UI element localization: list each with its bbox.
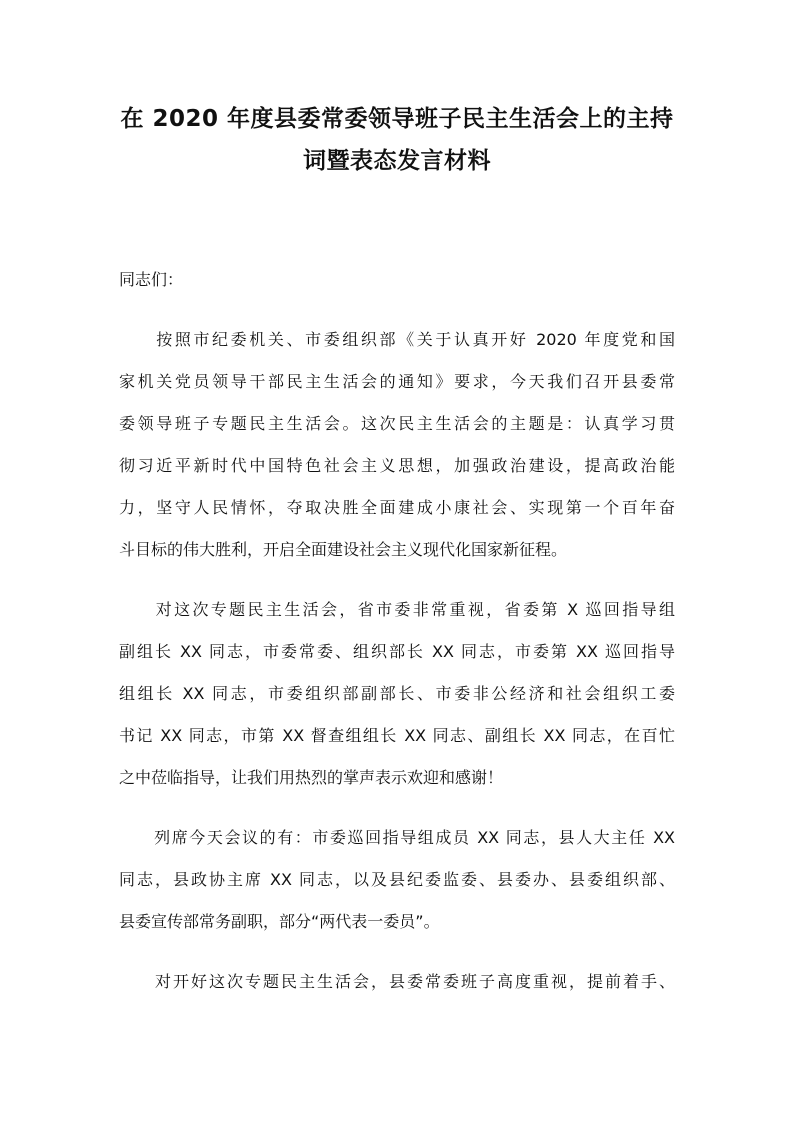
paragraph-line: 委领导班子专题民主生活会。这次民主生活会的主题是：认真学习贯 <box>119 414 675 433</box>
paragraph-line: 书记 XX 同志，市第 XX 督查组组长 XX 同志、副组长 XX 同志，在百忙 <box>119 726 675 745</box>
paragraph-line: 按照市纪委机关、市委组织部《关于认真开好 2020 年度党和国 <box>119 330 675 349</box>
paragraph-line: 对这次专题民主生活会，省市委非常重视，省委第 X 巡回指导组 <box>119 600 675 619</box>
paragraph-line: 列席今天会议的有：市委巡回指导组成员 XX 同志，县人大主任 XX <box>119 828 675 847</box>
paragraph-line: 彻习近平新时代中国特色社会主义思想，加强政治建设，提高政治能 <box>119 456 675 475</box>
paragraph-line: 组组长 XX 同志，市委组织部副部长、市委非公经济和社会组织工委 <box>119 684 675 703</box>
paragraph-line: 县委宣传部常务副职，部分“两代表一委员”。 <box>119 912 440 931</box>
document-title-line-2: 词暨表态发言材料 <box>303 148 491 174</box>
salutation: 同志们： <box>119 270 184 289</box>
paragraph-line: 同志，县政协主席 XX 同志，以及县纪委监委、县委办、县委组织部、 <box>119 870 675 889</box>
paragraph-line: 副组长 XX 同志，市委常委、组织部长 XX 同志，市委第 XX 巡回指导 <box>119 642 675 661</box>
paragraph-line: 之中莅临指导，让我们用热烈的掌声表示欢迎和感谢！ <box>119 768 504 787</box>
paragraph-line: 对开好这次专题民主生活会，县委常委班子高度重视，提前着手、 <box>119 972 675 991</box>
paragraph-line: 斗目标的伟大胜利，开启全面建设社会主义现代化国家新征程。 <box>119 540 568 559</box>
document-title-line-1: 在 2020 年度县委常委领导班子民主生活会上的主持 <box>120 106 674 132</box>
paragraph-line: 家机关党员领导干部民主生活会的通知》要求，今天我们召开县委常 <box>119 372 675 391</box>
paragraph-line: 力，坚守人民情怀，夺取决胜全面建成小康社会、实现第一个百年奋 <box>119 498 675 517</box>
